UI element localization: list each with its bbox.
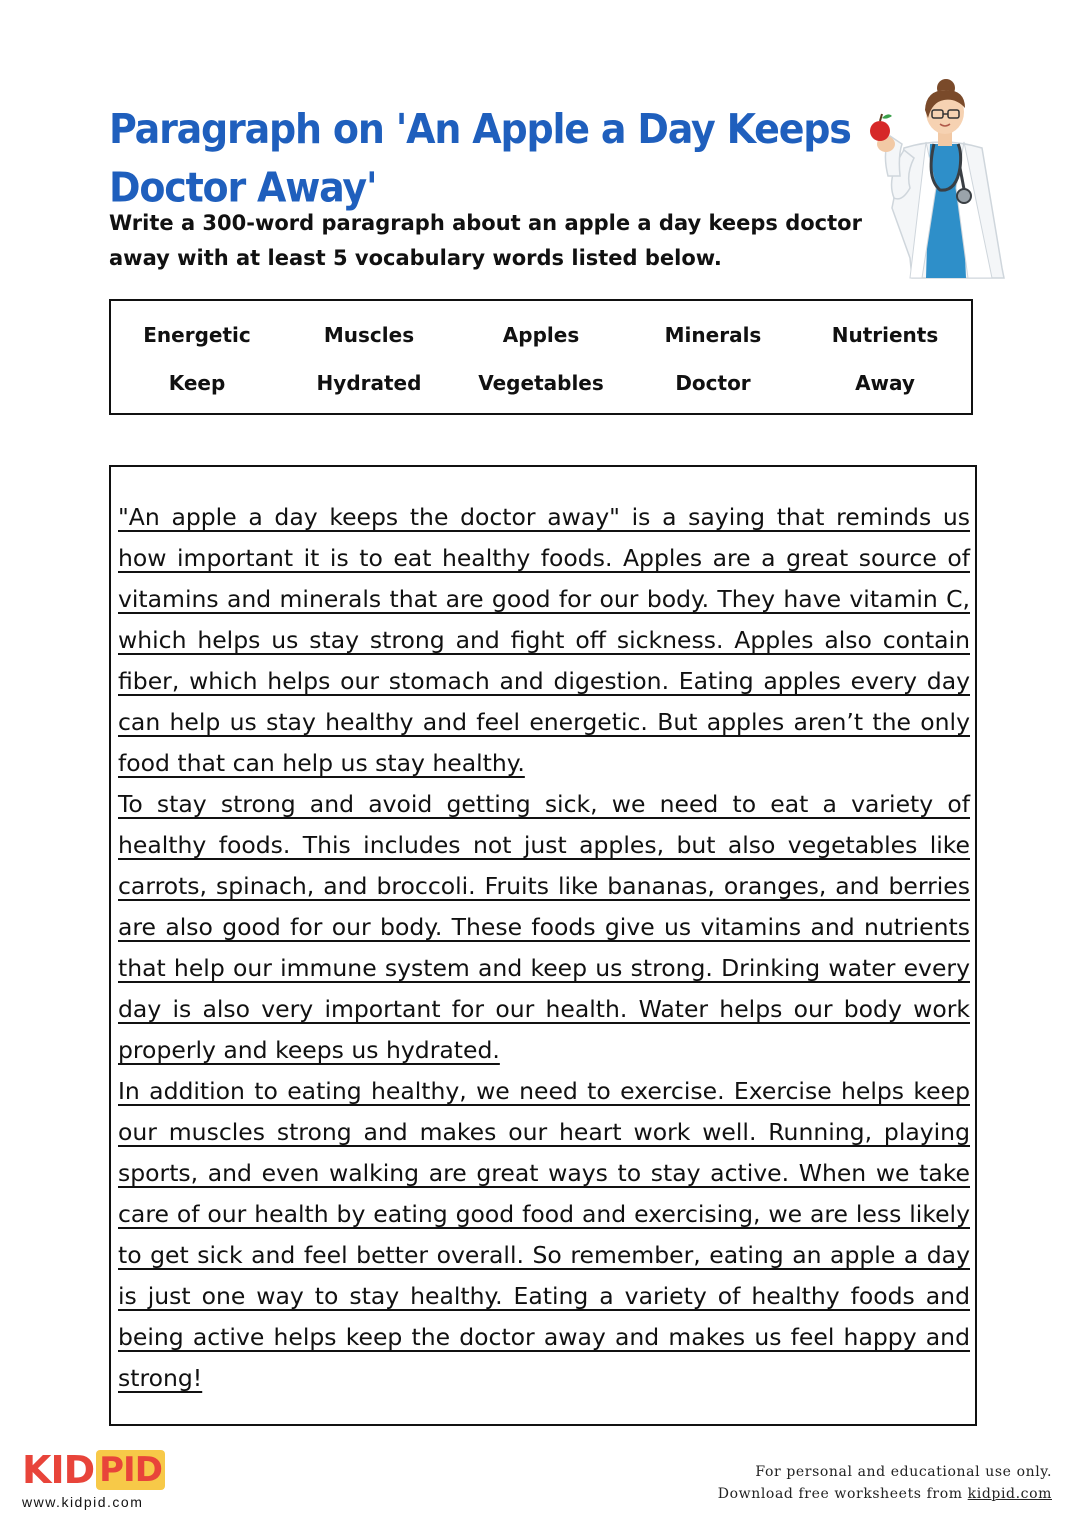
vocab-word: Apples — [502, 323, 580, 347]
doctor-illustration — [864, 78, 1014, 280]
paragraph-text — [118, 497, 970, 1399]
vocabulary-box — [109, 299, 973, 415]
footer-line-2-prefix: Download free worksheets from — [717, 1486, 968, 1502]
vocabulary-grid — [111, 301, 971, 413]
paragraph-part-1: "An apple a day keeps the doctor away" is a saying that reminds us how important it is to eat healthy foods. Apples are a great source of vitamins and minerals that are good for our body. They have vitamin C, which helps us stay strong and fight off sickness. Apples also contain fiber, which helps our stomach and digestion. Eating apples every day can help us stay healthy and feel energetic. But apples aren’t the only food that can help us stay healthy. — [118, 503, 970, 777]
paragraph-box — [109, 465, 977, 1426]
vocab-word: Doctor — [675, 371, 751, 395]
vocab-word: Energetic — [143, 323, 251, 347]
footer-note — [718, 1461, 1052, 1505]
footer-line-1: For personal and educational use only. — [755, 1464, 1052, 1480]
vocab-word: Minerals — [664, 323, 762, 347]
vocab-word: Hydrated — [316, 371, 422, 395]
kidpid-logo[interactable] — [22, 1448, 172, 1518]
vocab-word: Keep — [168, 371, 226, 395]
logo-wordmark — [22, 1448, 172, 1492]
paragraph-part-2: To stay strong and avoid getting sick, we need to eat a variety of healthy foods. This includes not just apples, but also vegetables like carrots, spinach, and broccoli. Fruits like bananas, oranges, and berries are also good for our body. These foods give us vitamins and nutrients that help our immune system and keep us strong. Drinking water every day is also very important for our health. Water helps our body work properly and keeps us hydrated. — [118, 790, 970, 1064]
logo-url: www.kidpid.com — [22, 1494, 144, 1510]
instructions-text: Write a 300-word paragraph about an apple a day keeps doctor away with at least 5 vocabulary words listed below. — [109, 211, 862, 270]
kidpid-link[interactable]: kidpid.com — [967, 1486, 1052, 1502]
vocab-word: Nutrients — [831, 323, 939, 347]
logo-kid-text: KID — [22, 1448, 95, 1492]
logo-pid-text: PID — [96, 1450, 165, 1490]
vocab-word: Muscles — [323, 323, 415, 347]
vocab-word: Vegetables — [478, 371, 604, 395]
vocab-word: Away — [855, 371, 915, 395]
page-title: Paragraph on 'An Apple a Day Keeps Doctor Away' — [109, 105, 851, 212]
footer-line-2 — [718, 1483, 1052, 1505]
paragraph-part-3: In addition to eating healthy, we need to exercise. Exercise helps keep our muscles strong and makes our heart work well. Running, playing sports, and even walking are great ways to stay active. When we take care of our health by eating good food and exercising, we are less likely to get sick and feel better overall. So remember, eating an apple a day is just one way to stay healthy. Eating a variety of healthy foods and being active helps keep the doctor away and makes us feel happy and strong! — [118, 1077, 970, 1392]
doctor-holding-apple-icon — [864, 78, 1014, 280]
